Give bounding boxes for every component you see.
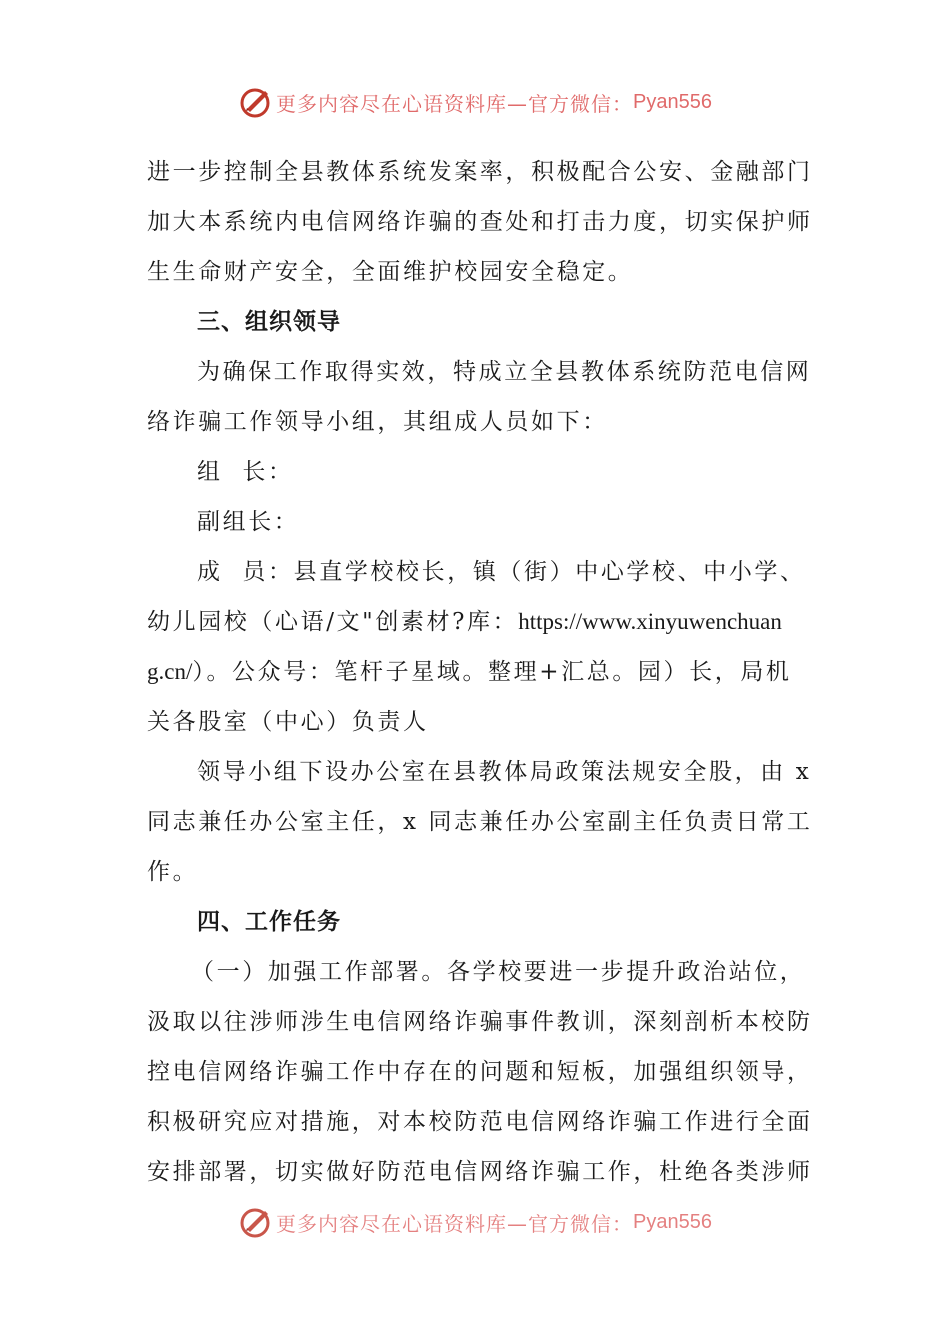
watermark-code: Pyan556 bbox=[633, 90, 712, 113]
paragraph-line: 同志兼任办公室主任，x 同志兼任办公室副主任负责日常工 bbox=[147, 809, 813, 835]
line-text: 幼儿园校（心语/文"创素材?库： bbox=[147, 609, 519, 635]
paragraph-line bbox=[147, 647, 809, 697]
watermark-code: Pyan556 bbox=[633, 1210, 712, 1233]
members-line: 成 员：县直学校校长，镇（街）中心学校、中小学、 bbox=[197, 559, 806, 585]
paragraph-line: 加大本系统内电信网络诈骗的查处和打击力度，切实保护师 bbox=[147, 209, 813, 235]
brush-logo-icon bbox=[238, 1205, 272, 1239]
deputy-leader-line: 副组长： bbox=[197, 509, 300, 535]
paragraph-line: 进一步控制全县教体系统发案率，积极配合公安、金融部门 bbox=[147, 159, 813, 185]
paragraph-line: 作。 bbox=[147, 859, 199, 885]
footer-watermark bbox=[0, 1202, 950, 1242]
watermark-text: 更多内容尽在心语资料库—官方微信： bbox=[276, 1211, 634, 1236]
paragraph-line: 生生命财产安全，全面维护校园安全稳定。 bbox=[147, 259, 634, 285]
brush-logo-icon bbox=[238, 85, 272, 119]
watermark-text: 更多内容尽在心语资料库—官方微信： bbox=[276, 91, 634, 116]
group-leader-line: 组 长： bbox=[197, 459, 294, 485]
section-heading-tasks: 四、工作任务 bbox=[197, 909, 341, 935]
paragraph-line: 安排部署，切实做好防范电信网络诈骗工作，杜绝各类涉师 bbox=[147, 1159, 813, 1185]
paragraph-line: 领导小组下设办公室在县教体局政策法规安全股，由 x bbox=[197, 759, 812, 785]
section-heading-organization: 三、组织领导 bbox=[197, 309, 341, 335]
paragraph-line: 络诈骗工作领导小组，其组成人员如下： bbox=[147, 409, 608, 435]
paragraph-line: 为确保工作取得实效，特成立全县教体系统防范电信网 bbox=[197, 359, 812, 385]
url-text: g.cn/ bbox=[147, 659, 193, 684]
paragraph-line: 控电信网络诈骗工作中存在的问题和短板，加强组织领导， bbox=[147, 1059, 813, 1085]
paragraph-line: 汲取以往涉师涉生电信网络诈骗事件教训，深刻剖析本校防 bbox=[147, 1009, 813, 1035]
paragraph-line bbox=[147, 597, 809, 647]
line-text: ）。公众号：笔杆子星域。整理+汇总。园）长，局机 bbox=[192, 659, 792, 685]
document-body bbox=[147, 147, 813, 1197]
paragraph-line: （一）加强工作部署。各学校要进一步提升政治站位， bbox=[191, 959, 806, 985]
paragraph-line: 关各股室（中心）负责人 bbox=[147, 709, 429, 735]
paragraph-line: 积极研究应对措施，对本校防范电信网络诈骗工作进行全面 bbox=[147, 1109, 813, 1135]
url-text: https://www.xinyuwenchuan bbox=[518, 609, 782, 634]
header-watermark bbox=[0, 82, 950, 122]
